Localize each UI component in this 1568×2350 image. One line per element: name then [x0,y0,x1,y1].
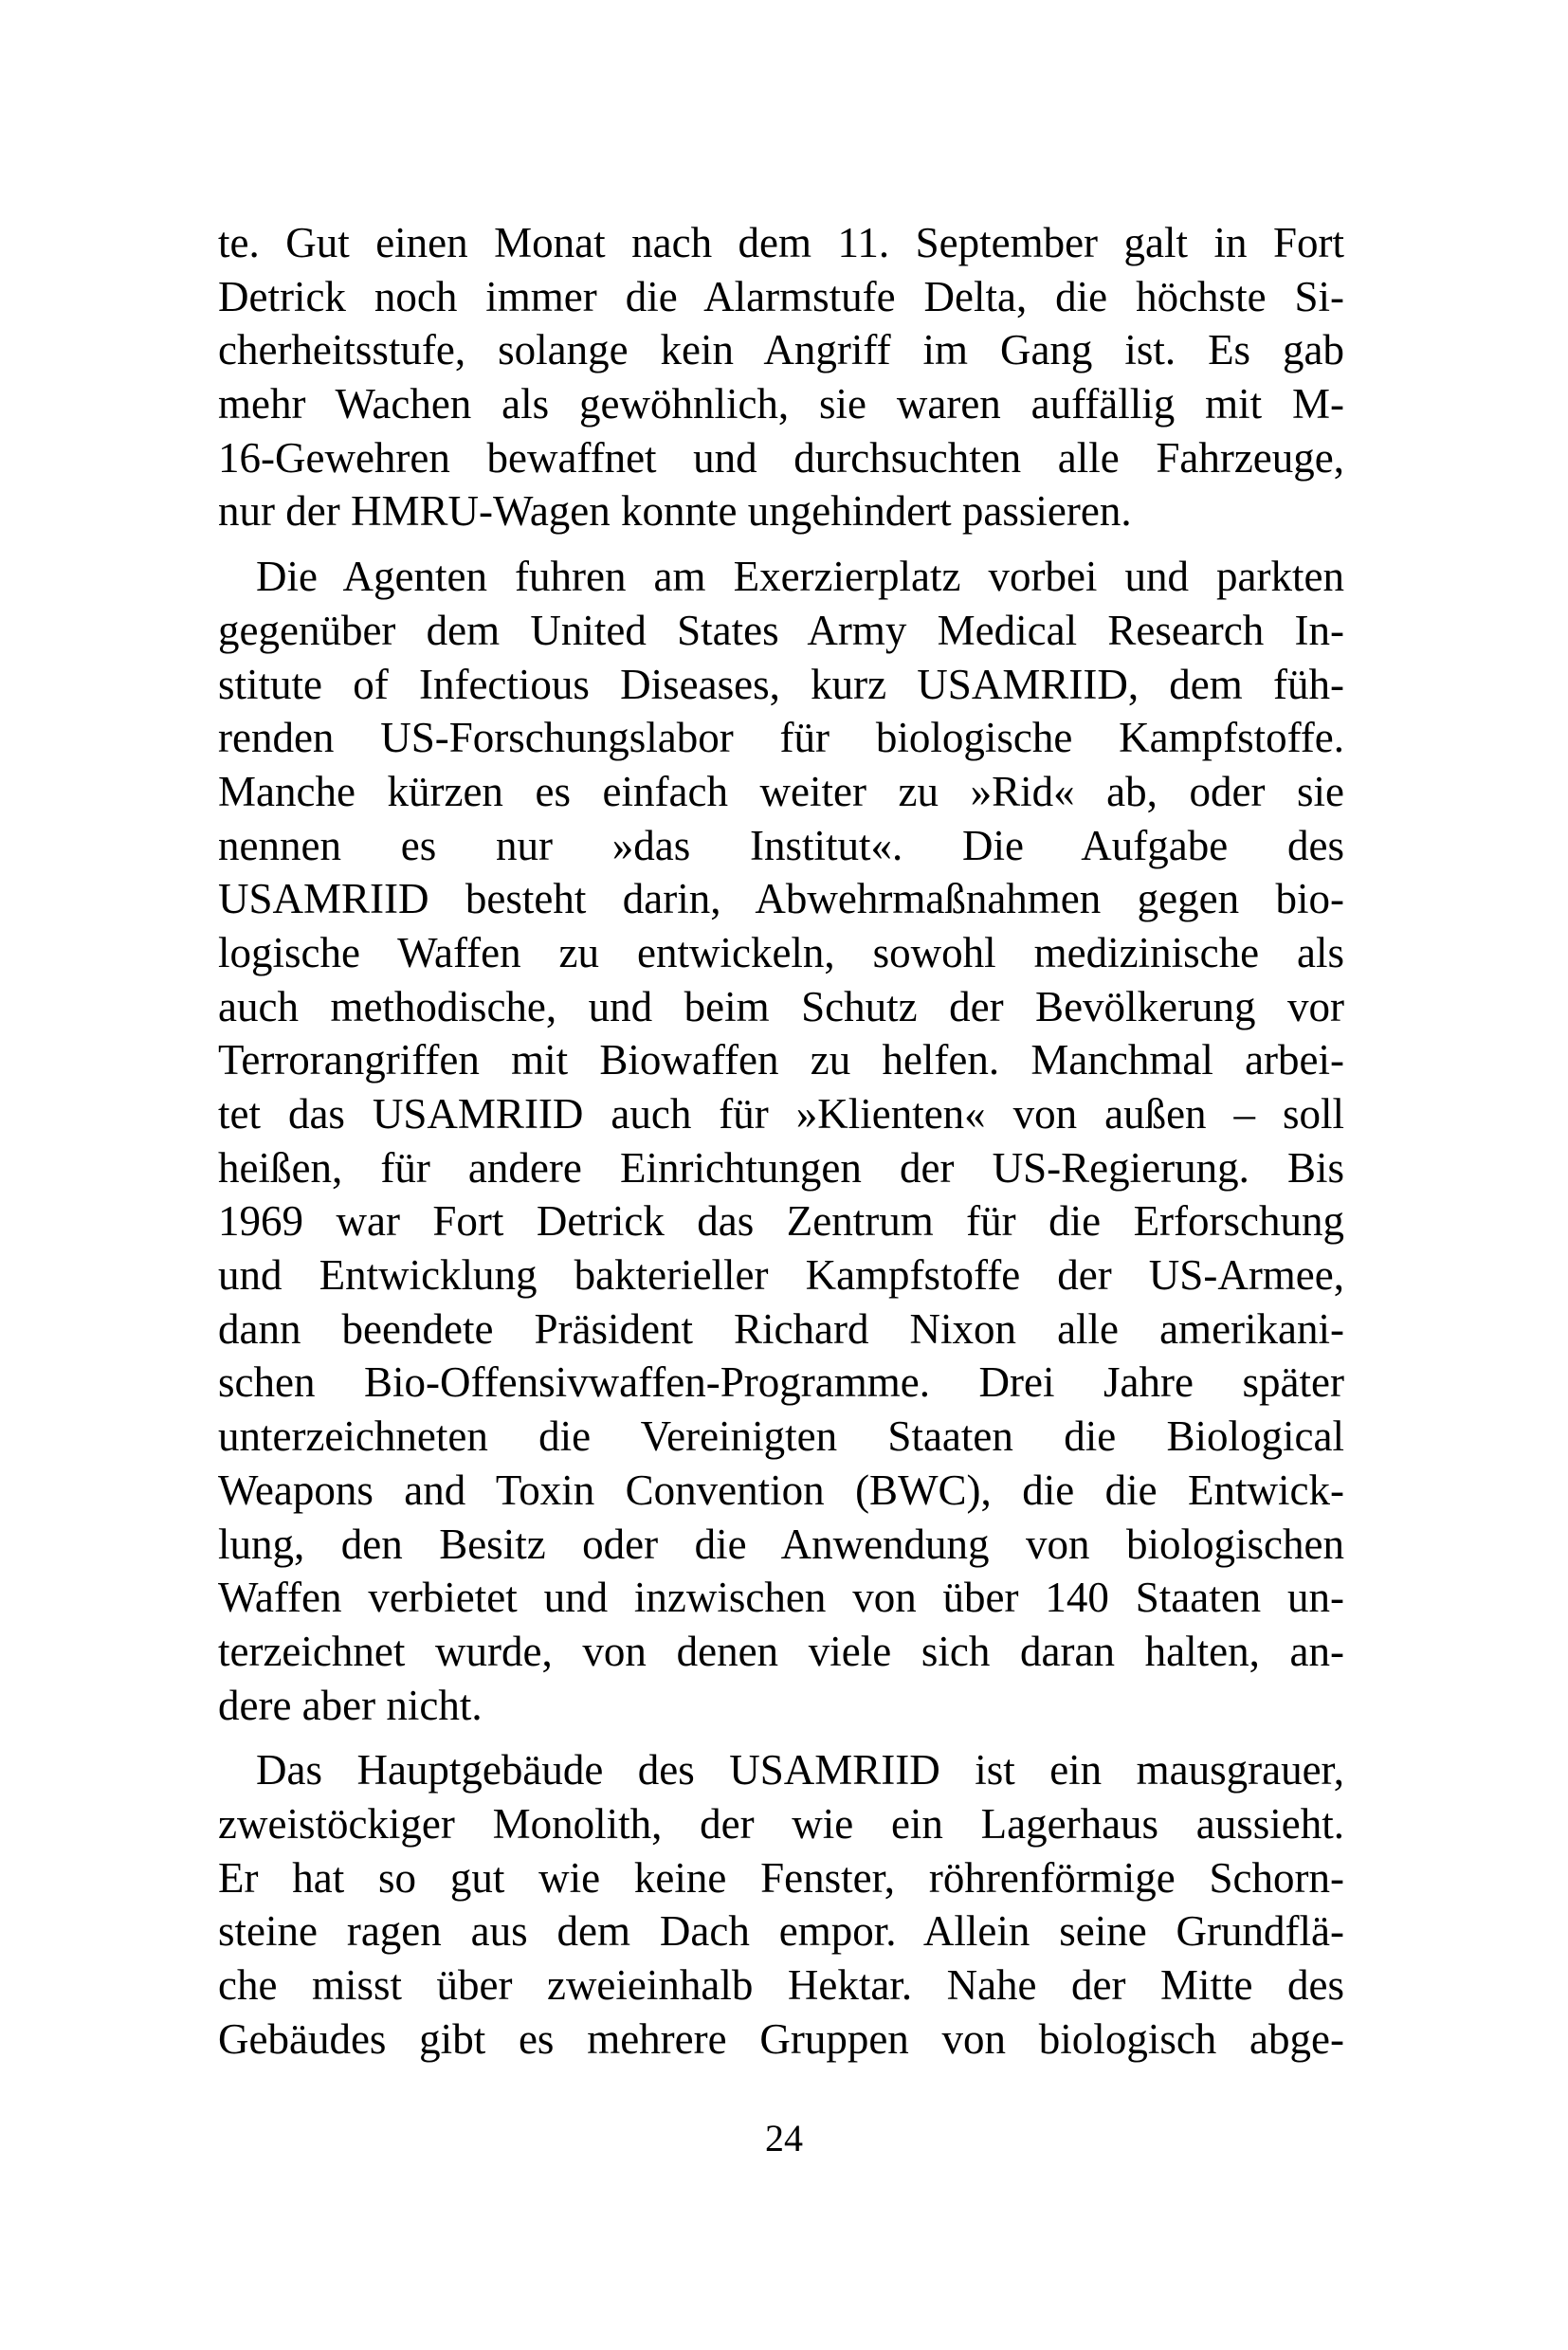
text-line: heißen, für andere Einrichtungen der US-Regierung. Bis [218,1143,1344,1192]
text-line: dann beendete Präsident Richard Nixon alle amerikani- [218,1304,1344,1353]
text-line: Waffen verbietet und inzwischen von über 140 Staaten un- [218,1574,1344,1622]
text-line: terzeichnet wurde, von denen viele sich daran halten, an- [218,1627,1344,1675]
text-line: che misst über zweieinhalb Hektar. Nahe der Mitte des [218,1961,1344,2009]
text-line: dere aber nicht. [218,1681,483,1729]
text-line: te. Gut einen Monat nach dem 11. September galt in Fort [218,219,1344,266]
text-line: Manche kürzen es einfach weiter zu »Rid« ab, oder sie [218,767,1344,815]
text-line: Weapons and Toxin Convention (BWC), die die Entwick- [218,1466,1344,1514]
text-line: 1969 war Fort Detrick das Zentrum für die Erforschung [218,1197,1344,1246]
text-line: unterzeichneten die Vereinigten Staaten die Biological [218,1412,1344,1461]
paragraph [218,1743,1344,2066]
text-line: zweistöckiger Monolith, der wie ein Lagerhaus aussieht. [218,1799,1344,1848]
text-line: 16-Gewehren bewaffnet und durchsuchten alle Fahrzeuge, [218,433,1344,482]
text-line: nennen es nur »das Institut«. Die Aufgabe des [218,821,1344,869]
text-line: und Entwicklung bakterieller Kampfstoffe der US-Armee, [218,1251,1344,1300]
text-line: steine ragen aus dem Dach empor. Allein seine Grundflä- [218,1907,1344,1956]
text-line: Die Agenten fuhren am Exerzierplatz vorbei und parkten [256,553,1344,601]
text-line: tet das USAMRIID auch für »Klienten« von außen – soll [218,1090,1344,1138]
text-line: Das Hauptgebäude des USAMRIID ist ein mausgrauer, [256,1746,1344,1794]
page-number: 24 [765,2117,803,2159]
text-line: Terrorangriffen mit Biowaffen zu helfen. Manchmal arbei- [218,1036,1344,1084]
text-line: stitute of Infectious Diseases, kurz USAMRIID, dem füh- [218,660,1344,708]
text-line: cherheitsstufe, solange kein Angriff im Gang ist. Es gab [218,326,1344,374]
text-line: nur der HMRU-Wagen konnte ungehindert passieren. [218,487,1132,536]
body-text [218,216,1344,2066]
text-line: lung, den Besitz oder die Anwendung von biologischen [218,1520,1344,1568]
text-line: Gebäudes gibt es mehrere Gruppen von biologisch abge- [218,2014,1344,2063]
text-line: schen Bio-Offensivwaffen-Programme. Drei Jahre später [218,1358,1344,1407]
text-line: renden US-Forschungslabor für biologische Kampfstoffe. [218,714,1344,762]
text-line: mehr Wachen als gewöhnlich, sie waren auffällig mit M- [218,380,1344,428]
text-line: logische Waffen zu entwickeln, sowohl medizinische als [218,928,1344,976]
text-line: USAMRIID besteht darin, Abwehrmaßnahmen gegen bio- [218,875,1344,923]
text-line: auch methodische, und beim Schutz der Bevölkerung vor [218,982,1344,1030]
text-line: Er hat so gut wie keine Fenster, röhrenförmige Schorn- [218,1853,1344,1902]
text-line: gegenüber dem United States Army Medical Research In- [218,606,1344,654]
paragraph [218,550,1344,1732]
text-line: Detrick noch immer die Alarmstufe Delta, die höchste Si- [218,272,1344,320]
paragraph [218,216,1344,538]
